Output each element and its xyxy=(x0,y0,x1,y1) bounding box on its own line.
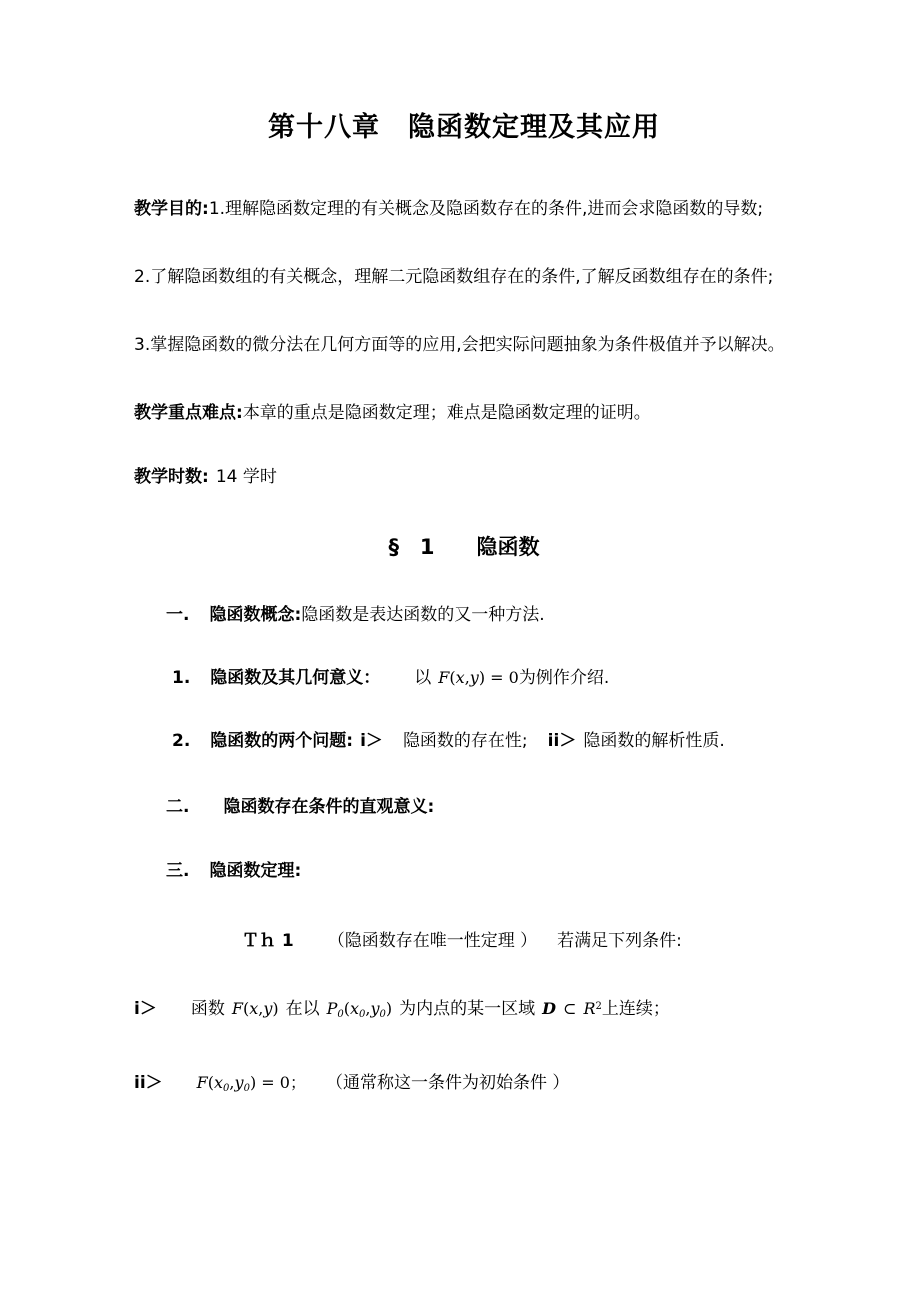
teaching-goal-text-1: 1.理解隐函数定理的有关概念及隐函数存在的条件,进而会求隐函数的导数; xyxy=(208,199,764,220)
theorem-label: Ｔｈ 1 xyxy=(242,931,294,952)
theorem-name: （隐函数存在唯一性定理 ） xyxy=(327,931,538,952)
outline-marker-one: 一. xyxy=(166,605,190,626)
teaching-hours-paragraph xyxy=(134,455,794,499)
teaching-goal-paragraph-2: 2.了解隐函数组的有关概念，理解二元隐函数组存在的条件,了解反函数组存在的条件; xyxy=(134,267,774,288)
outline-marker-2: 2. xyxy=(172,731,191,752)
outline-marker-two: 二. xyxy=(166,797,190,818)
outline-marker-1: 1. xyxy=(172,668,191,689)
condition-ii-text: （通常称这一条件为初始条件 ） xyxy=(325,1072,570,1093)
outline-body-1-suffix: 为例作介绍. xyxy=(518,668,610,689)
theorem-lead: 若满足下列条件: xyxy=(557,931,682,952)
outline-item-three xyxy=(134,851,794,891)
key-difficulty-label: 教学重点难点: xyxy=(134,403,243,424)
teaching-goal-paragraph-3: 3.掌握隐函数的微分法在几何方面等的应用,会把实际问题抽象为条件极值并予以解决。 xyxy=(134,335,785,356)
outline-sub-marker-ii: ii＞ xyxy=(547,731,577,752)
key-difficulty-paragraph xyxy=(134,391,794,435)
math-expression-fxy-zero: F(x,y) = 0 xyxy=(438,668,519,688)
condition-i-text-2: 在以 xyxy=(285,998,320,1019)
outline-item-two xyxy=(134,787,794,827)
math-expression-F-xy: F(x,y) xyxy=(231,998,279,1018)
condition-i-text-1: 函数 xyxy=(190,998,225,1019)
outline-title-two: 隐函数存在条件的直观意义: xyxy=(223,797,435,818)
outline-title-1: 隐函数及其几何意义： xyxy=(210,668,381,689)
outline-marker-three: 三. xyxy=(166,861,190,882)
teaching-goal-paragraph-1 xyxy=(134,187,794,231)
key-difficulty-text: 本章的重点是隐函数定理；难点是隐函数定理的证明。 xyxy=(242,403,651,424)
page-title: 第十八章 隐函数定理及其应用 xyxy=(268,112,660,143)
condition-ii-marker: ii＞ xyxy=(134,1072,163,1093)
outline-body-1-prefix: 以 xyxy=(414,668,432,689)
math-expression-P0: $P_0(x_0,y_0)$ xyxy=(326,998,393,1020)
outline-sub-text-i: 隐函数的存在性; xyxy=(402,731,528,752)
math-expression-F-x0y0-zero: $F(x_0,y_0) = 0$； xyxy=(196,1072,306,1094)
outline-sub-marker-i: i＞ xyxy=(360,731,383,752)
outline-item-1 xyxy=(134,658,794,698)
outline-title-2: 隐函数的两个问题: xyxy=(210,731,354,752)
condition-i-text-4: 上连续； xyxy=(601,998,670,1019)
condition-ii xyxy=(134,1063,794,1109)
condition-i-marker: i＞ xyxy=(134,998,157,1019)
outline-item-2 xyxy=(134,721,794,761)
document-content xyxy=(134,0,794,1108)
outline-title-three: 隐函数定理: xyxy=(209,861,302,882)
outline-title-one: 隐函数概念: xyxy=(209,605,302,626)
outline-item-one xyxy=(134,595,794,635)
theorem-statement xyxy=(134,921,794,961)
condition-i-text-3: 为内点的某一区域 xyxy=(399,998,536,1019)
teaching-goal-label: 教学目的: xyxy=(134,199,209,220)
outline-body-one: 隐函数是表达函数的又一种方法. xyxy=(301,605,545,626)
section-heading: § 1 隐函数 xyxy=(388,535,540,560)
teaching-hours-label: 教学时数: xyxy=(134,467,209,488)
outline-sub-text-ii: 隐函数的解析性质. xyxy=(583,731,725,752)
math-expression-domain: D ⊂ $R^2$ xyxy=(542,998,602,1018)
condition-i xyxy=(134,987,794,1035)
teaching-hours-text: 14 学时 xyxy=(215,467,277,488)
